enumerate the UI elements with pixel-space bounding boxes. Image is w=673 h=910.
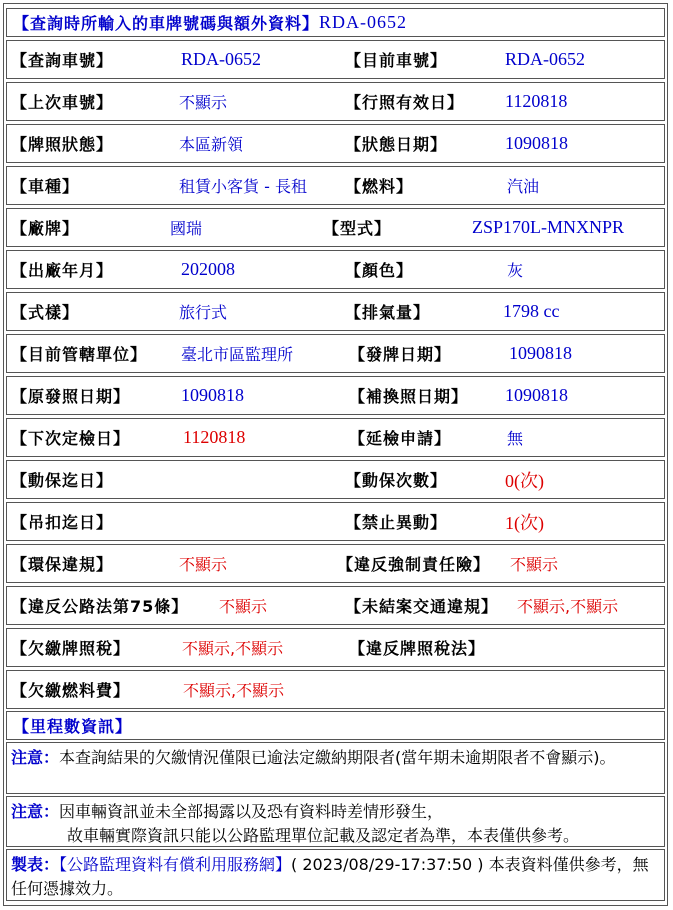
info-row (6, 208, 665, 247)
info-row (6, 292, 665, 331)
field-value: 1090818 (505, 133, 568, 153)
note-2-text: 因車輛資訊並未全部揭露以及恐有資料時差情形發生， (59, 802, 444, 821)
field-label: 【牌照狀態】 (11, 135, 114, 154)
info-row (6, 250, 665, 289)
field-value: 灰 (507, 261, 524, 280)
field-label: 【燃料】 (345, 177, 414, 196)
note-2-head: 注意： (11, 802, 60, 821)
field-value: 0(次) (505, 470, 544, 491)
field-label: 【型式】 (323, 219, 392, 238)
field-label: 【欠繳燃料費】 (11, 681, 131, 700)
field-value: 本區新領 (179, 135, 244, 154)
note-row-1 (6, 742, 665, 794)
field-label: 【原發照日期】 (11, 387, 131, 406)
field-label: 【吊扣迄日】 (11, 513, 114, 532)
field-label: 【動保次數】 (345, 471, 448, 490)
info-row (6, 334, 665, 373)
note-1-text: 本查詢結果的欠繳情況僅限已逾法定繳納期限者(當年期未逾期限者不會顯示)。 (59, 748, 616, 767)
field-label: 【違反牌照稅法】 (349, 639, 486, 658)
info-row (6, 670, 665, 709)
field-label: 【未結案交通違規】 (345, 597, 499, 616)
field-value: 1090818 (181, 385, 244, 405)
query-header-row (6, 8, 665, 37)
info-row (6, 376, 665, 415)
field-label: 【環保違規】 (11, 555, 114, 574)
footer-row (6, 849, 665, 901)
field-value: 不顯示 (510, 555, 559, 574)
field-label: 【行照有效日】 (345, 93, 465, 112)
field-label: 【出廠年月】 (11, 261, 114, 280)
field-value: 國瑞 (170, 219, 203, 238)
mileage-row (6, 711, 665, 740)
field-value: 臺北市區監理所 (181, 345, 294, 364)
field-label: 【違反公路法第75條】 (11, 597, 189, 616)
field-label: 【補換照日期】 (349, 387, 469, 406)
mileage-label: 【里程數資訊】 (13, 717, 133, 736)
footer-text: ( 2023/08/29-17:37:50 ) 本表資料僅供參考，無任何憑據效力。 (11, 855, 649, 898)
info-row (6, 40, 665, 79)
field-label: 【廠牌】 (11, 219, 80, 238)
field-value: 不顯示 (219, 597, 268, 616)
footer-head: 製表： (11, 855, 60, 874)
footer-source: 【公路監理資料有償利用服務網】 (59, 855, 292, 874)
field-value: RDA-0652 (181, 49, 261, 69)
field-value: 1798 cc (503, 301, 560, 321)
query-header-plate: RDA-0652 (319, 12, 408, 32)
field-label: 【欠繳牌照稅】 (11, 639, 131, 658)
field-value: ZSP170L-MNXNPR (472, 217, 625, 237)
field-value: RDA-0652 (505, 49, 585, 69)
info-row (6, 544, 665, 583)
info-row (6, 628, 665, 667)
field-value: 1120818 (183, 427, 246, 447)
field-value: 不顯示,不顯示 (183, 681, 285, 700)
field-label: 【發牌日期】 (349, 345, 452, 364)
info-row (6, 502, 665, 541)
field-label: 【顏色】 (345, 261, 414, 280)
info-row (6, 460, 665, 499)
info-row (6, 166, 665, 205)
field-label: 【動保迄日】 (11, 471, 114, 490)
field-value: 1090818 (505, 385, 568, 405)
info-row (6, 124, 665, 163)
field-label: 【延檢申請】 (349, 429, 452, 448)
field-label: 【狀態日期】 (345, 135, 448, 154)
query-header-title: 【查詢時所輸入的車牌號碼與額外資料】 (13, 14, 320, 33)
note-row-2 (6, 796, 665, 847)
field-label: 【式樣】 (11, 303, 80, 322)
field-label: 【排氣量】 (345, 303, 431, 322)
field-label: 【查詢車號】 (11, 51, 114, 70)
field-value: 不顯示 (179, 555, 228, 574)
field-label: 【上次車號】 (11, 93, 114, 112)
field-value: 不顯示 (179, 93, 228, 112)
field-value: 旅行式 (179, 303, 228, 322)
field-value: 不顯示,不顯示 (517, 597, 619, 616)
field-value: 汽油 (507, 177, 540, 196)
field-value: 1090818 (509, 343, 572, 363)
field-label: 【禁止異動】 (345, 513, 448, 532)
info-row (6, 82, 665, 121)
info-row (6, 418, 665, 457)
note-2-text-line2: 故車輛實際資訊只能以公路監理單位記載及認定者為準，本表僅供參考。 (67, 826, 580, 845)
field-value: 租賃小客貨 - 長租 (179, 177, 307, 196)
field-value: 不顯示,不顯示 (182, 639, 284, 658)
field-label: 【車種】 (11, 177, 80, 196)
field-label: 【目前管轄單位】 (11, 345, 148, 364)
field-label: 【下次定檢日】 (11, 429, 131, 448)
field-value: 202008 (181, 259, 235, 279)
field-label: 【目前車號】 (345, 51, 448, 70)
field-value: 1120818 (505, 91, 568, 111)
info-row (6, 586, 665, 625)
field-label: 【違反強制責任險】 (337, 555, 491, 574)
note-1-head: 注意： (11, 748, 60, 767)
field-value: 1(次) (505, 512, 544, 533)
field-value: 無 (507, 429, 524, 448)
